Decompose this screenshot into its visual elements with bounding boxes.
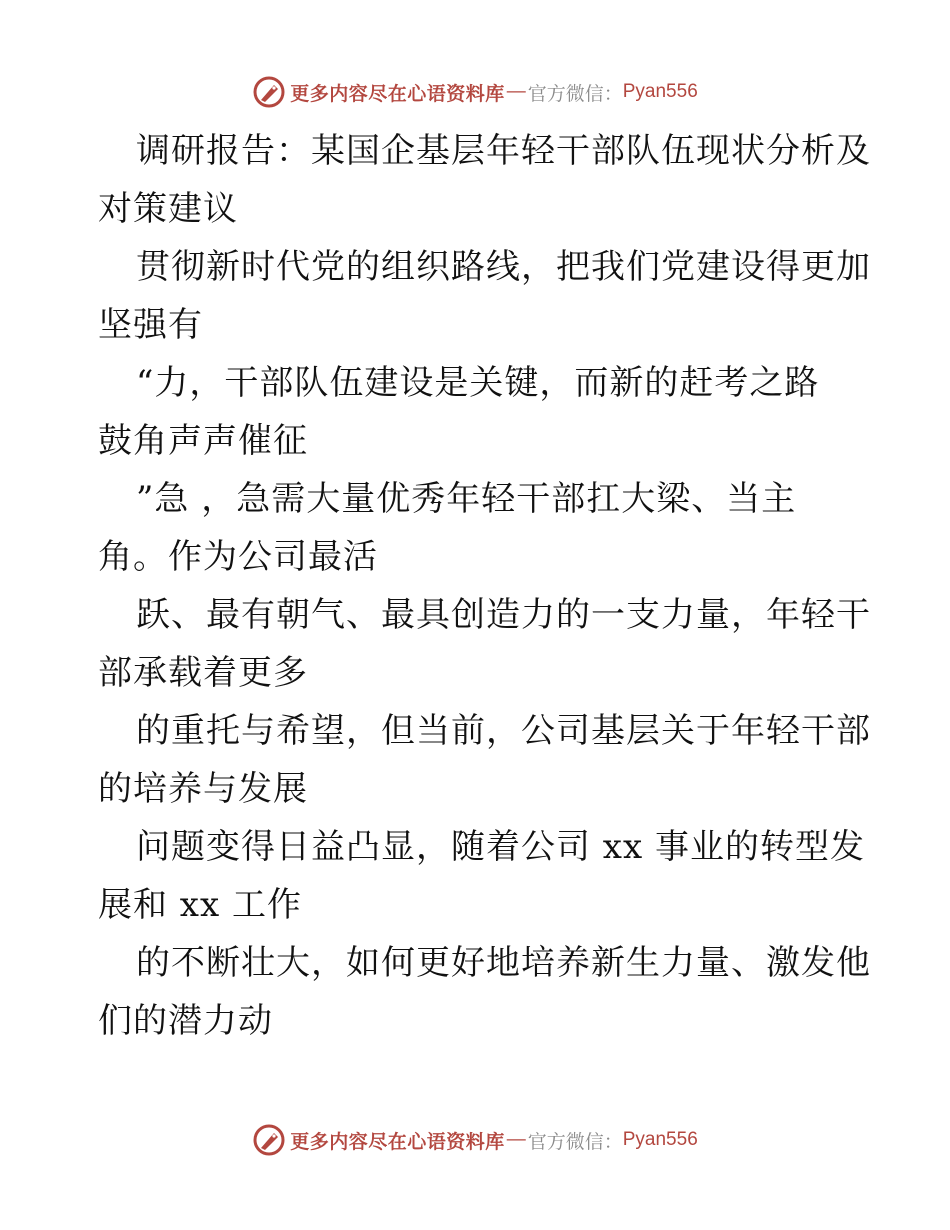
document-body [98,122,871,1050]
header-wechat-label: 官方微信： [527,82,623,105]
footer-account: Pyan556 [622,1129,698,1150]
pen-nib-logo-icon [252,1123,286,1157]
document-line: 鼓角声声催征 [98,421,308,461]
header-account: Pyan556 [622,81,698,102]
document-line: 的培养与发展 [98,769,308,809]
document-line: “力，干部队伍建设是关键，而新的赶考之路 [136,363,820,403]
footer-wechat-label: 官方微信： [527,1130,623,1153]
document-line: 坚强有 [98,305,203,345]
footer-dash: — [506,1129,526,1150]
document-line: 的重托与希望，但当前，公司基层关于年轻干部 [136,711,871,751]
document-line: 的不断壮大，如何更好地培养新生力量、激发他 [136,943,871,983]
document-line: 展和 xx 工作 [98,885,302,925]
document-line: 贯彻新时代党的组织路线，把我们党建设得更加 [136,247,871,287]
footer-slogan: 更多内容尽在心语资料库 [290,1130,505,1153]
document-line: 部承载着更多 [98,653,308,693]
header-dash: — [506,81,526,102]
document-line: 对策建议 [98,189,238,229]
document-line: 们的潜力动 [98,1001,273,1041]
document-line: 问题变得日益凸显，随着公司 xx 事业的转型发 [136,827,865,867]
document-line: 角。作为公司最活 [98,537,378,577]
footer-banner [0,1120,950,1160]
document-line: 调研报告：某国企基层年轻干部队伍现状分析及 [136,131,871,171]
document-line: 跃、最有朝气、最具创造力的一支力量，年轻干 [136,595,871,635]
pen-nib-logo-icon [252,75,286,109]
header-slogan: 更多内容尽在心语资料库 [290,82,505,105]
document-line: ”急 ，急需大量优秀年轻干部扛大梁、当主 [136,479,797,519]
header-banner [0,72,950,112]
